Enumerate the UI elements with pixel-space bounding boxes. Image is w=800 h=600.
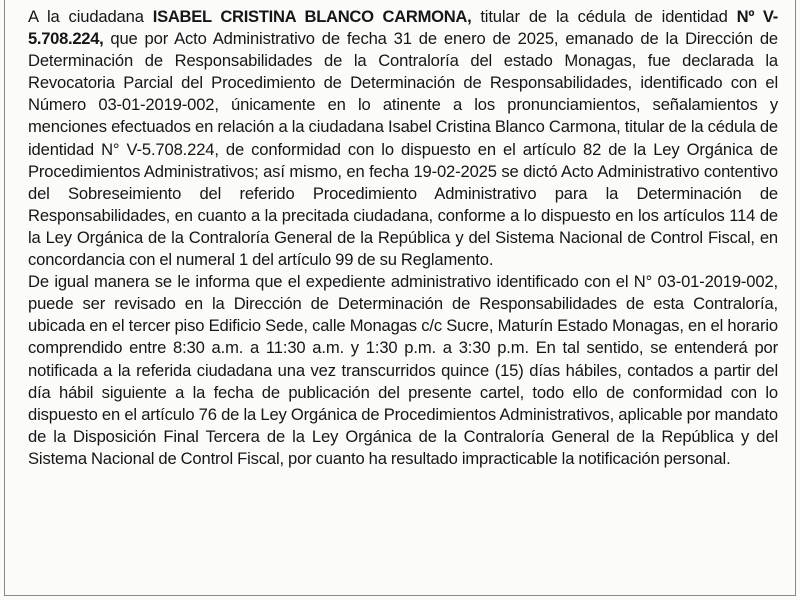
notice-paragraph-2: De igual manera se le informa que el expediente administrativo identificado con el N° 03-01-2019-002, puede ser revisado en la Dirección de Determinación de Responsabilidades de esta Contraloría, ubicada en el tercer piso Edificio Sede, calle Monagas c/c Sucre, Maturín Estado Monagas, en el horario comprendido entre 8:30 a.m. a 11:30 a.m. y 1:30 p.m. a 3:30 p.m. En tal sentido, se entenderá por notificada a la referida ciudadana una vez transcurridos quince (15) días hábiles, contados a partir del día hábil siguiente a la fecha de publicación del presente cartel, todo ello de conformidad con lo dispuesto en el artículo 76 de la Ley Orgánica de Procedimientos Administrativos, aplicable por mandato de la Disposición Final Tercera de la Ley Orgánica de la Contraloría General de la República y del Sistema Nacional de Control Fiscal, por cuanto ha resultado impracticable la notificación personal. [28,272,778,468]
citizen-name: ISABEL CRISTINA BLANCO CARMONA, [152,7,472,26]
id-number: Nº V-5.708.224, [28,7,778,49]
intro-text: A la ciudadana [28,7,153,26]
paragraph-1-body: que por Acto Administrativo de fecha 31 de enero de 2025, emanado de la Dirección de Determinación de Responsabilidades de la Contraloría del estado Monagas, fue declarada la Revocatoria Parcial del Procedimiento de Determinación de Responsabilidades, identificado con el Número 03-01-2019-002, únicamente en lo atinente a los pronunciamientos, señalamientos y menciones efectuados en relación a la ciudadana Isabel Cristina Blanco Carmona, titular de la cédula de identidad N° V-5.708.224, de conformidad con lo dispuesto en el artículo 82 de la Ley Orgánica de Procedimientos Administrativos; así mismo, en fecha 19-02-2025 se dictó Acto Administrativo contentivo del Sobreseimiento del referido Procedimiento Administrativo para la Determinación de Responsabilidades, en cuanto a la precitada ciudadana, conforme a lo dispuesto en los artículos 114 de la Ley Orgánica de la Contraloría General de la República y del Sistema Nacional de Control Fiscal, en concordancia con el numeral 1 del artículo 99 de su Reglamento. [28,29,778,270]
id-intro-text: titular de la cédula de identidad [471,7,737,26]
notice-body [28,6,778,470]
notice-paragraph-1 [28,6,778,271]
